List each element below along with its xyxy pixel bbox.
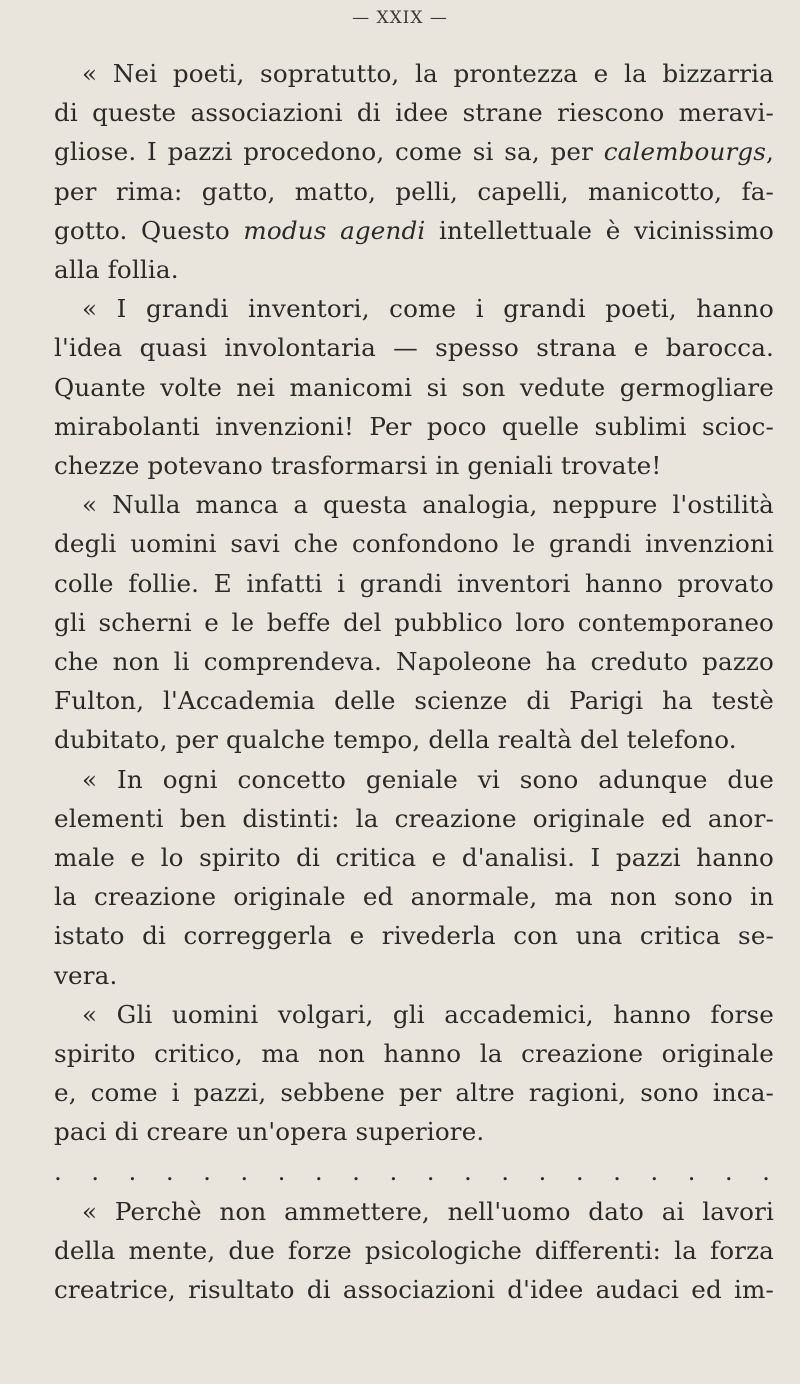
text-line: istato di correggerla e rivederla con una critica se- [54, 921, 774, 951]
text-line: dubitato, per qualche tempo, della realtà del telefono. [54, 725, 737, 755]
text-line: che non li comprendeva. Napoleone ha creduto pazzo [54, 647, 774, 677]
text-line: vera. [54, 960, 118, 990]
text-line: della mente, due forze psicologiche differenti: la forza [54, 1235, 774, 1265]
text-line: « Nei poeti, sopratutto, la prontezza e la bizzarria [82, 59, 774, 88]
text-line: l'idea quasi involontaria — spesso strana e barocca. [54, 333, 774, 363]
ellipsis-separator: . . . . . . . . . . . . . . . . . . . . [54, 1156, 774, 1186]
text-line: di queste associazioni di idee strane riescono meravi- [54, 98, 774, 128]
text-segment: intellettuale è vicinissimo [425, 215, 774, 245]
text-line: colle follie. E infatti i grandi inventori hanno provato [54, 568, 774, 598]
page-number: — XXIX — [352, 8, 448, 28]
text-line: « Nulla manca a questa analogia, neppure l'ostilità [82, 490, 774, 520]
text-line: e, come i pazzi, sebbene per altre ragioni, sono inca- [54, 1078, 774, 1108]
text-line: per rima: gatto, matto, pelli, capelli, manicotto, fa- [54, 176, 774, 206]
text-line: elementi ben distinti: la creazione originale ed anor- [54, 803, 774, 833]
text-line [54, 211, 774, 250]
text-line [54, 132, 774, 171]
text-line: « Perchè non ammettere, nell'uomo dato ai lavori [82, 1196, 774, 1226]
text-line: « I grandi inventori, come i grandi poeti, hanno [82, 294, 774, 324]
paragraph-5 [54, 995, 774, 1152]
paragraph-4 [54, 760, 774, 995]
text-line: creatrice, risultato di associazioni d'idee audaci ed im- [54, 1275, 774, 1305]
text-line: spirito critico, ma non hanno la creazione originale [54, 1039, 774, 1069]
text-line: mirabolanti invenzioni! Per poco quelle sublimi scioc- [54, 411, 774, 441]
text-line: alla follia. [54, 255, 179, 285]
text-line: male e lo spirito di critica e d'analisi. I pazzi hanno [54, 843, 774, 873]
text-line: « In ogni concetto geniale vi sono adunque due [82, 764, 774, 794]
italic-term: modus agendi [243, 215, 426, 245]
text-segment: gliose. I pazzi procedono, come si sa, per [54, 137, 604, 167]
paragraph-6 [54, 1192, 774, 1310]
paragraph-2 [54, 289, 774, 485]
paragraph-1 [54, 54, 774, 289]
text-line: Quante volte nei manicomi si son vedute germogliare [54, 372, 774, 402]
text-segment: gotto. Questo [54, 215, 244, 245]
italic-term: calembourgs [603, 137, 767, 167]
text-segment: , [766, 137, 774, 167]
paragraph-3 [54, 485, 774, 759]
text-line: Fulton, l'Accademia delle scienze di Parigi ha testè [54, 686, 774, 716]
text-line: paci di creare un'opera superiore. [54, 1117, 485, 1147]
text-line: gli scherni e le beffe del pubblico loro contemporaneo [54, 607, 774, 637]
text-line: la creazione originale ed anormale, ma non sono in [54, 882, 774, 912]
body-text [54, 54, 774, 1309]
text-line: degli uomini savi che confondono le grandi invenzioni [54, 529, 774, 559]
text-line: « Gli uomini volgari, gli accademici, hanno forse [82, 999, 774, 1029]
text-line: chezze potevano trasformarsi in geniali trovate! [54, 451, 662, 481]
